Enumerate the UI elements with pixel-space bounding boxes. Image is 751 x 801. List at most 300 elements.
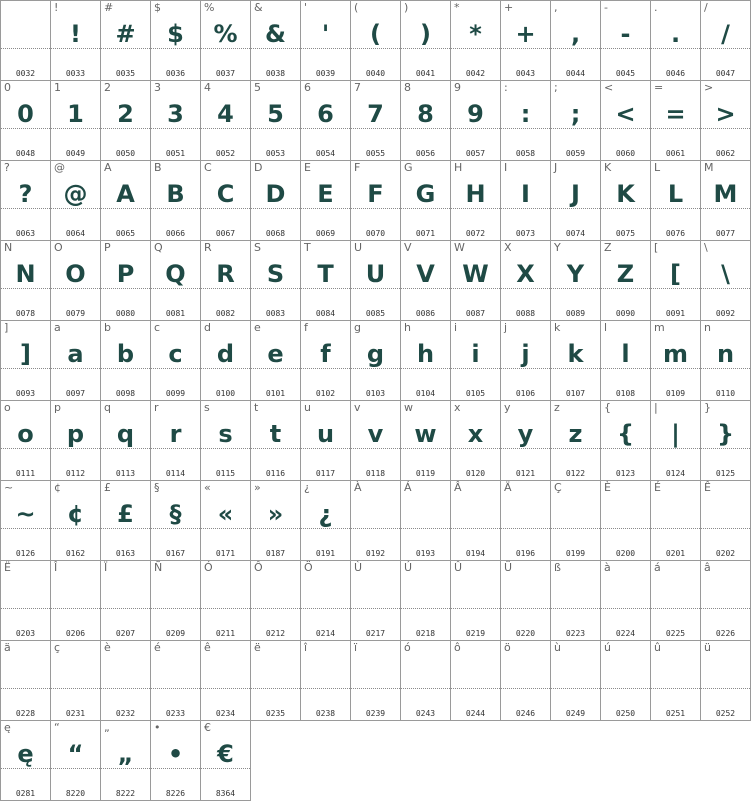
- character-label: 4: [204, 81, 211, 94]
- character-label: Y: [554, 241, 561, 254]
- glyph-cell: [451, 81, 501, 161]
- character-label: X: [504, 241, 512, 254]
- glyph-cell: [201, 81, 251, 161]
- character-label: ö: [504, 641, 511, 654]
- character-code: 0171: [215, 549, 236, 558]
- character-label: é: [154, 641, 161, 654]
- character-code: 0043: [515, 69, 536, 78]
- character-code: 0077: [715, 229, 736, 238]
- character-code: 0246: [515, 709, 536, 718]
- character-code: 0191: [315, 549, 336, 558]
- glyph-cell: [101, 721, 151, 801]
- character-label: ê: [204, 641, 211, 654]
- character-label: ?: [4, 161, 10, 174]
- character-code: 0223: [565, 629, 586, 638]
- character-label: W: [454, 241, 465, 254]
- character-code: 0032: [15, 69, 36, 78]
- character-label: R: [204, 241, 212, 254]
- glyph-cell: [151, 641, 201, 721]
- character-label: ): [404, 1, 409, 14]
- character-label: [: [654, 241, 659, 254]
- character-code: 0162: [65, 549, 86, 558]
- character-label: B: [154, 161, 162, 174]
- character-code: 0232: [115, 709, 136, 718]
- glyph-cell: [451, 481, 501, 561]
- character-label: D: [254, 161, 263, 174]
- character-label: L: [654, 161, 661, 174]
- glyph-cell: [401, 81, 451, 161]
- character-label: Â: [454, 481, 462, 494]
- character-label: 9: [454, 81, 461, 94]
- baseline-guide: [501, 608, 550, 609]
- character-code: 0228: [15, 709, 36, 718]
- glyph-cell: [451, 561, 501, 641]
- character-code: 0049: [65, 149, 86, 158]
- glyph-cell: [151, 321, 201, 401]
- glyph-cell: [351, 561, 401, 641]
- character-label: &: [254, 1, 263, 14]
- glyph-cell: [101, 241, 151, 321]
- character-label: Q: [154, 241, 163, 254]
- character-label: Ë: [4, 561, 11, 574]
- glyph-cell: [301, 161, 351, 241]
- glyph-cell: [401, 161, 451, 241]
- glyph-cell: [501, 481, 551, 561]
- character-label: ß: [554, 561, 561, 574]
- character-label: K: [604, 161, 612, 174]
- character-label: 1: [54, 81, 61, 94]
- glyph-cell: [601, 641, 651, 721]
- character-code: 0050: [115, 149, 136, 158]
- character-code: 0064: [65, 229, 86, 238]
- glyph-preview: „: [117, 740, 134, 768]
- character-label: ę: [4, 721, 11, 734]
- character-label: Î: [54, 561, 58, 574]
- character-label: e: [254, 321, 261, 334]
- character-label: û: [654, 641, 661, 654]
- glyph-cell: [601, 81, 651, 161]
- glyph-cell: [651, 1, 701, 81]
- character-code: 0051: [165, 149, 186, 158]
- character-label: g: [354, 321, 361, 334]
- glyph-cell: [601, 161, 651, 241]
- glyph-cell: [151, 161, 201, 241]
- glyph-cell: [451, 1, 501, 81]
- glyph-cell: [551, 241, 601, 321]
- glyph-cell: [501, 1, 551, 81]
- glyph-cell: [151, 81, 201, 161]
- glyph-preview: V: [416, 260, 435, 288]
- glyph-preview: u: [316, 420, 335, 448]
- character-label: ó: [404, 641, 411, 654]
- character-code: 0281: [15, 789, 36, 798]
- glyph-cell: [51, 721, 101, 801]
- glyph-cell: [551, 161, 601, 241]
- glyph-cell: [201, 481, 251, 561]
- glyph-cell: [601, 241, 651, 321]
- glyph-cell: [101, 321, 151, 401]
- glyph-preview: ]: [20, 340, 31, 368]
- character-label: ä: [4, 641, 11, 654]
- glyph-cell: [351, 241, 401, 321]
- character-label: l: [604, 321, 608, 334]
- glyph-cell: [651, 481, 701, 561]
- glyph-preview: 0: [17, 100, 34, 128]
- character-code: 0212: [265, 629, 286, 638]
- character-label: á: [654, 561, 661, 574]
- character-code: 0073: [515, 229, 536, 238]
- glyph-preview: U: [365, 260, 386, 288]
- character-code: 0211: [215, 629, 236, 638]
- glyph-cell: [51, 161, 101, 241]
- glyph-cell: [201, 1, 251, 81]
- glyph-preview: E: [317, 180, 334, 208]
- baseline-guide: [251, 608, 300, 609]
- glyph-preview: d: [216, 340, 235, 368]
- glyph-preview: i: [471, 340, 480, 368]
- glyph-cell: [551, 401, 601, 481]
- character-label: ~: [4, 481, 14, 494]
- baseline-guide: [101, 688, 150, 689]
- glyph-preview: (: [370, 20, 381, 48]
- glyph-cell: [1, 241, 51, 321]
- character-label: Ä: [504, 481, 512, 494]
- character-label: |: [654, 401, 658, 414]
- glyph-preview: •: [167, 740, 184, 768]
- baseline-guide: [601, 608, 650, 609]
- glyph-preview: 9: [467, 100, 484, 128]
- glyph-preview: Y: [566, 260, 585, 288]
- character-code: 0092: [715, 309, 736, 318]
- character-code: 0196: [515, 549, 536, 558]
- glyph-cell: [251, 1, 301, 81]
- character-code: 0061: [665, 149, 686, 158]
- glyph-cell: [501, 641, 551, 721]
- character-label: ù: [554, 641, 561, 654]
- baseline-guide: [601, 688, 650, 689]
- glyph-cell: [201, 561, 251, 641]
- glyph-preview: z: [568, 420, 583, 448]
- glyph-cell: [351, 401, 401, 481]
- character-code: 0035: [115, 69, 136, 78]
- character-label: t: [254, 401, 259, 414]
- baseline-guide: [551, 528, 600, 529]
- character-label: ¿: [304, 481, 310, 494]
- glyph-preview: ': [321, 20, 330, 48]
- character-label: w: [404, 401, 413, 414]
- glyph-preview: \: [721, 260, 730, 288]
- glyph-preview: -: [620, 20, 631, 48]
- character-code: 0091: [665, 309, 686, 318]
- glyph-preview: “: [67, 740, 84, 768]
- glyph-preview: c: [168, 340, 183, 368]
- character-code: 0202: [715, 549, 736, 558]
- glyph-cell: [501, 161, 551, 241]
- character-label: Ô: [254, 561, 263, 574]
- character-code: 0251: [665, 709, 686, 718]
- character-label: J: [554, 161, 558, 174]
- baseline-guide: [51, 688, 100, 689]
- glyph-preview: F: [367, 180, 384, 208]
- glyph-preview: s: [218, 420, 233, 448]
- baseline-guide: [301, 688, 350, 689]
- glyph-cell: [201, 721, 251, 801]
- glyph-preview: !: [70, 20, 81, 48]
- glyph-cell: [101, 401, 151, 481]
- character-code: 0087: [465, 309, 486, 318]
- glyph-cell: [51, 401, 101, 481]
- character-label: n: [704, 321, 711, 334]
- character-label: ;: [554, 81, 558, 94]
- glyph-preview: G: [415, 180, 436, 208]
- glyph-preview: Q: [165, 260, 186, 288]
- glyph-preview: e: [267, 340, 284, 368]
- character-label: F: [354, 161, 361, 174]
- glyph-cell: [401, 561, 451, 641]
- character-label: +: [504, 1, 514, 14]
- character-code: 0111: [15, 469, 36, 478]
- character-code: 0058: [515, 149, 536, 158]
- character-code: 0125: [715, 469, 736, 478]
- character-code: 0104: [415, 389, 436, 398]
- glyph-cell: [651, 241, 701, 321]
- character-code: 0052: [215, 149, 236, 158]
- glyph-cell: [301, 81, 351, 161]
- character-code: 0119: [415, 469, 436, 478]
- character-label: S: [254, 241, 261, 254]
- character-code: 0122: [565, 469, 586, 478]
- character-label: $: [154, 1, 161, 14]
- character-label: -: [604, 1, 608, 14]
- character-code: 0071: [415, 229, 436, 238]
- baseline-guide: [51, 608, 100, 609]
- character-label: Ù: [354, 561, 363, 574]
- character-code: 0224: [615, 629, 636, 638]
- character-label: \: [704, 241, 708, 254]
- character-label: ú: [604, 641, 611, 654]
- baseline-guide: [151, 688, 200, 689]
- glyph-preview: §: [169, 500, 182, 528]
- character-label: I: [504, 161, 508, 174]
- glyph-cell: [501, 81, 551, 161]
- character-code: 0039: [315, 69, 336, 78]
- glyph-cell: [1, 1, 51, 81]
- character-code: 0065: [115, 229, 136, 238]
- character-code: 0042: [465, 69, 486, 78]
- character-label: v: [354, 401, 361, 414]
- character-label: ë: [254, 641, 261, 654]
- character-code: 0076: [665, 229, 686, 238]
- baseline-guide: [301, 608, 350, 609]
- glyph-preview: X: [516, 260, 535, 288]
- glyph-cell: [201, 161, 251, 241]
- glyph-cell: [51, 321, 101, 401]
- baseline-guide: [351, 688, 400, 689]
- character-code: 0084: [315, 309, 336, 318]
- character-label: }: [704, 401, 711, 414]
- glyph-cell: [601, 481, 651, 561]
- character-label: 8: [404, 81, 411, 94]
- glyph-cell: [351, 81, 401, 161]
- character-code: 0116: [265, 469, 286, 478]
- glyph-preview: ,: [570, 20, 581, 48]
- baseline-guide: [351, 528, 400, 529]
- glyph-preview: 5: [267, 100, 284, 128]
- glyph-preview: #: [115, 20, 136, 48]
- glyph-preview: @: [63, 180, 88, 208]
- character-label: %: [204, 1, 215, 14]
- glyph-cell: [651, 401, 701, 481]
- glyph-cell: [701, 1, 751, 81]
- character-code: 0086: [415, 309, 436, 318]
- glyph-cell: [201, 241, 251, 321]
- character-code: 0048: [15, 149, 36, 158]
- character-code: 0081: [165, 309, 186, 318]
- glyph-preview: k: [567, 340, 584, 368]
- character-code: 0054: [315, 149, 336, 158]
- character-code: 0226: [715, 629, 736, 638]
- glyph-cell: [601, 1, 651, 81]
- character-label: Û: [454, 561, 463, 574]
- character-label: 0: [4, 81, 11, 94]
- baseline-guide: [1, 48, 50, 49]
- character-code: 0206: [65, 629, 86, 638]
- glyph-cell: [1, 321, 51, 401]
- glyph-cell: [651, 81, 701, 161]
- character-code: 0115: [215, 469, 236, 478]
- glyph-cell: [301, 241, 351, 321]
- character-code: 0207: [115, 629, 136, 638]
- glyph-preview: /: [721, 20, 730, 48]
- character-label: T: [304, 241, 311, 254]
- baseline-guide: [551, 688, 600, 689]
- glyph-preview: >: [715, 100, 736, 128]
- glyph-preview: n: [716, 340, 735, 368]
- glyph-preview: p: [66, 420, 85, 448]
- glyph-preview: b: [116, 340, 135, 368]
- glyph-cell: [351, 1, 401, 81]
- glyph-preview: 6: [317, 100, 334, 128]
- character-label: x: [454, 401, 461, 414]
- character-code: 0234: [215, 709, 236, 718]
- glyph-preview: <: [615, 100, 636, 128]
- glyph-cell: [301, 561, 351, 641]
- character-code: 0225: [665, 629, 686, 638]
- glyph-preview: »: [267, 500, 284, 528]
- character-code: 0059: [565, 149, 586, 158]
- character-code: 0249: [565, 709, 586, 718]
- character-label: u: [304, 401, 311, 414]
- glyph-cell: [651, 161, 701, 241]
- glyph-cell: [301, 1, 351, 81]
- glyph-cell: [401, 241, 451, 321]
- character-code: 8222: [115, 789, 136, 798]
- baseline-guide: [451, 688, 500, 689]
- character-code: 0044: [565, 69, 586, 78]
- character-code: 0090: [615, 309, 636, 318]
- character-code: 0047: [715, 69, 736, 78]
- character-label: >: [704, 81, 714, 94]
- character-label: q: [104, 401, 111, 414]
- glyph-cell: [401, 401, 451, 481]
- character-label: Ê: [704, 481, 711, 494]
- character-code: 0089: [565, 309, 586, 318]
- character-label: G: [404, 161, 413, 174]
- character-label: m: [654, 321, 665, 334]
- character-code: 0062: [715, 149, 736, 158]
- glyph-cell: [51, 481, 101, 561]
- glyph-preview: l: [621, 340, 630, 368]
- glyph-preview: R: [216, 260, 235, 288]
- character-code: 0098: [115, 389, 136, 398]
- glyph-cell: [701, 321, 751, 401]
- glyph-preview: I: [521, 180, 530, 208]
- baseline-guide: [101, 608, 150, 609]
- character-label: z: [554, 401, 560, 414]
- glyph-cell: [101, 481, 151, 561]
- character-code: 0231: [65, 709, 86, 718]
- character-code: 0123: [615, 469, 636, 478]
- character-code: 0105: [465, 389, 486, 398]
- character-label: €: [204, 721, 211, 734]
- baseline-guide: [251, 688, 300, 689]
- glyph-cell: [51, 1, 101, 81]
- character-code: 0106: [515, 389, 536, 398]
- glyph-preview: }: [716, 420, 735, 448]
- character-code: 0100: [215, 389, 236, 398]
- glyph-cell: [251, 321, 301, 401]
- glyph-preview: x: [467, 420, 484, 448]
- character-label: H: [454, 161, 463, 174]
- baseline-guide: [151, 608, 200, 609]
- baseline-guide: [651, 608, 700, 609]
- character-label: V: [404, 241, 412, 254]
- character-label: Ö: [304, 561, 313, 574]
- character-code: 0045: [615, 69, 636, 78]
- glyph-preview: 2: [117, 100, 134, 128]
- character-code: 0060: [615, 149, 636, 158]
- baseline-guide: [701, 528, 750, 529]
- character-code: 0083: [265, 309, 286, 318]
- character-label: b: [104, 321, 111, 334]
- glyph-cell: [51, 561, 101, 641]
- character-label: ü: [704, 641, 711, 654]
- character-label: à: [604, 561, 611, 574]
- glyph-preview: S: [266, 260, 285, 288]
- character-label: É: [654, 481, 661, 494]
- glyph-preview: ~: [15, 500, 36, 528]
- character-code: 0238: [315, 709, 336, 718]
- character-code: 0040: [365, 69, 386, 78]
- baseline-guide: [651, 688, 700, 689]
- character-label: o: [4, 401, 11, 414]
- character-code: 0102: [315, 389, 336, 398]
- character-label: h: [404, 321, 411, 334]
- character-code: 0193: [415, 549, 436, 558]
- glyph-preview: 8: [417, 100, 434, 128]
- character-label: s: [204, 401, 210, 414]
- character-label: A: [104, 161, 112, 174]
- glyph-cell: [651, 641, 701, 721]
- glyph-cell: [1, 161, 51, 241]
- character-label: .: [654, 1, 658, 14]
- character-code: 0078: [15, 309, 36, 318]
- character-label: E: [304, 161, 311, 174]
- character-code: 0199: [565, 549, 586, 558]
- glyph-cell: [251, 561, 301, 641]
- character-label: è: [104, 641, 111, 654]
- character-code: 0072: [465, 229, 486, 238]
